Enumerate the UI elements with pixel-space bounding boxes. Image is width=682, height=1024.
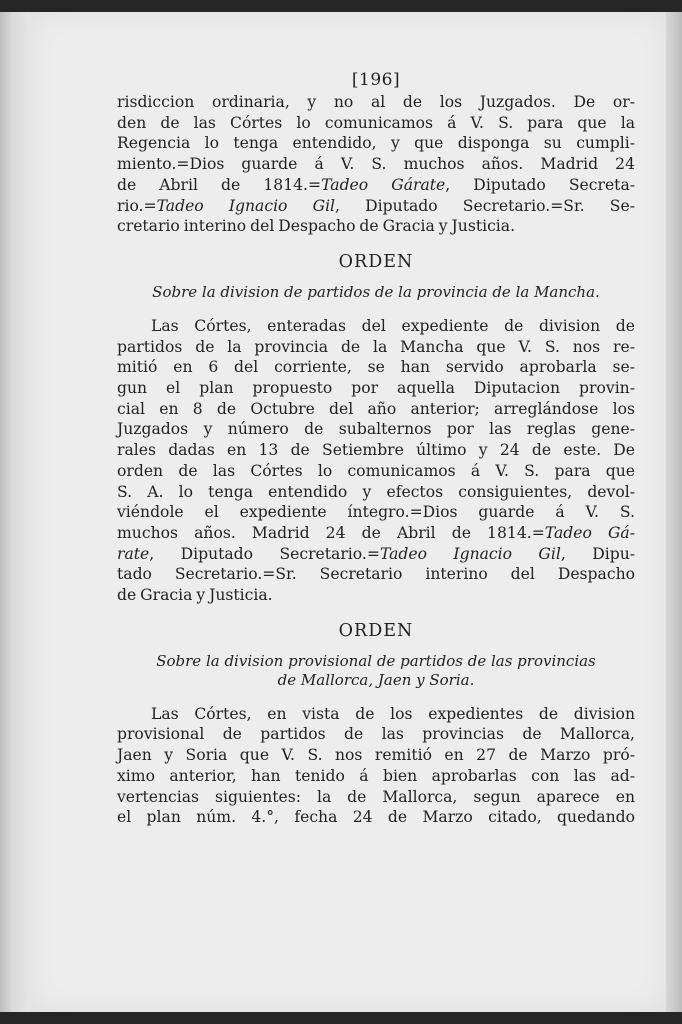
text-line: gun el plan propuesto por aquella Diputacion provin- — [117, 379, 635, 398]
signatory-name: Tadeo Gárate — [321, 175, 446, 194]
text-line: miento.=Dios guarde á V. S. muchos años. Madrid 24 — [117, 155, 635, 174]
text-line: Juzgados y número de subalternos por las reglas gene- — [117, 420, 635, 439]
text-line: viéndole el expediente íntegro.=Dios guarde á V. S. — [117, 503, 635, 522]
text-line: risdiccion ordinaria, y no al de los Juzgados. De or- — [117, 93, 635, 111]
text-line: cial en 8 de Octubre del año anterior; arreglándose los — [117, 399, 635, 418]
text-line: partidos de la provincia de la Mancha que V. S. nos re- — [117, 337, 635, 356]
text-line: Regencia lo tenga entendido, y que disponga su cumpli- — [117, 134, 635, 153]
text-fragment: , Diputado Secretario.= — [149, 544, 380, 563]
text-fragment: rio.= — [117, 196, 157, 215]
signatory-name: Tadeo Gá- — [544, 523, 635, 542]
scan-border-bottom — [0, 1012, 682, 1024]
text-fragment: , Diputado Secretario.=Sr. Se- — [335, 196, 635, 215]
text-line: tado Secretario.=Sr. Secretario interino del Despacho — [117, 565, 635, 584]
text-line: rales dadas en 13 de Setiembre último y 24 de este. De — [117, 441, 635, 460]
text-fragment: , Dipu- — [560, 544, 636, 563]
text-line: provisional de partidos de las provincias de Mallorca, — [117, 725, 635, 744]
text-line: el plan núm. 4.°, fecha 24 de Marzo citado, quedando — [117, 808, 635, 827]
page-left-edge — [0, 12, 31, 1012]
text-line — [117, 175, 635, 196]
section-subtitle: de Mallorca, Jaen y Soria. — [277, 670, 475, 689]
text-fragment: , Diputado Secreta- — [445, 175, 636, 194]
text-line: ximo anterior, han tenido á bien aprobarlas con las ad- — [117, 766, 635, 785]
page-right-edge — [666, 12, 682, 1012]
paragraph-block-2 — [117, 316, 635, 606]
text-line: de Gracia y Justicia. — [117, 586, 273, 605]
text-line: mitió en 6 del corriente, se han servido aprobarla se- — [117, 358, 635, 377]
paragraph-block-3 — [117, 704, 635, 828]
signatory-name: Tadeo Ignacio Gil — [379, 544, 561, 563]
text-line: S. A. lo tenga entendido y efectos consiguientes, devol- — [117, 482, 635, 501]
text-line: vertencias siguientes: la de Mallorca, segun aparece en — [117, 787, 635, 806]
text-line — [117, 544, 635, 565]
text-line: den de las Córtes lo comunicamos á V. S. para que la — [117, 113, 635, 132]
text-line: Las Córtes, enteradas del expediente de division de — [151, 316, 635, 335]
section-subtitle: Sobre la division provisional de partidos de las provincias — [156, 651, 596, 670]
text-line: orden de las Córtes lo comunicamos á V. S. para que — [117, 461, 635, 480]
text-line — [117, 196, 635, 217]
text-fragment: muchos años. Madrid 24 de Abril de 1814.= — [117, 523, 545, 542]
signatory-name: rate — [117, 544, 150, 563]
text-line: Jaen y Soria que V. S. nos remitió en 27 de Marzo pró- — [117, 746, 635, 765]
section-heading: ORDEN — [338, 620, 414, 641]
section-heading: ORDEN — [338, 251, 414, 272]
scan-border-top — [0, 0, 682, 12]
page-number: [196] — [351, 70, 401, 90]
text-line — [117, 523, 635, 544]
paragraph-block-1 — [117, 92, 635, 237]
page-text — [117, 70, 635, 828]
text-line: cretario interino del Despacho de Gracia y Justicia. — [117, 217, 516, 236]
signatory-name: Tadeo Ignacio Gil — [156, 196, 336, 215]
section-subtitle: Sobre la division de partidos de la provincia de la Mancha. — [152, 282, 600, 301]
text-fragment: de Abril de 1814.= — [117, 175, 322, 194]
text-line: Las Córtes, en vista de los expedientes de division — [151, 704, 635, 723]
